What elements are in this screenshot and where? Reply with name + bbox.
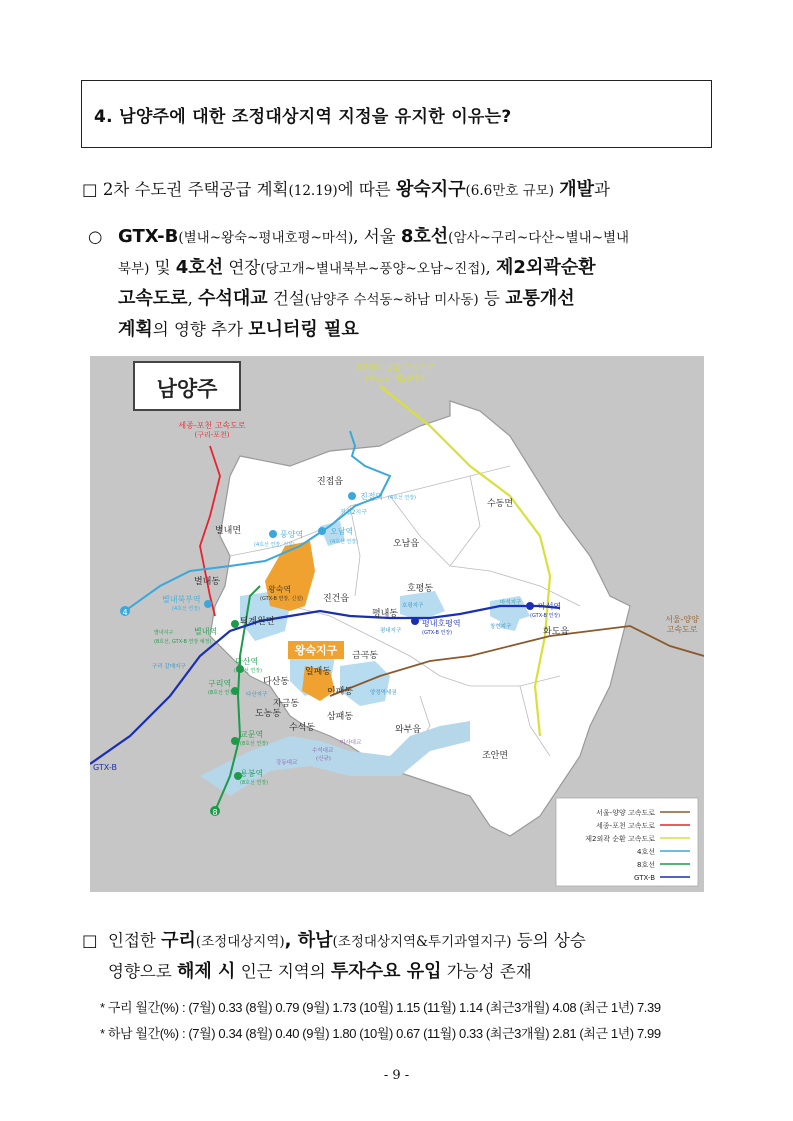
- wangsuk-label: 왕숙지구: [294, 644, 338, 657]
- paragraph-transport-plans: [88, 222, 728, 345]
- district-ipae: 이패동: [326, 687, 354, 697]
- station-label-pungyang: 풍양역: [280, 530, 304, 539]
- district-byeollaedong: 별내동: [193, 577, 221, 587]
- station-label-byeollae: 별내역: [194, 627, 218, 636]
- map-svg: [90, 356, 704, 892]
- district-jinjeop: 진접읍: [316, 477, 344, 487]
- district-joan: 조안면: [481, 751, 509, 761]
- text: (조정대상지역): [195, 934, 285, 950]
- station-label-guri: 구리역: [208, 679, 232, 688]
- legend-label: 서울-양양 고속도로: [596, 809, 655, 817]
- label-pyeongnae-dist: 평내지구: [380, 628, 402, 634]
- district-donong: 도농동: [254, 709, 282, 719]
- station-label-pyeongnaehopyeong: 평내호평역: [422, 619, 461, 628]
- text: 등: [478, 289, 506, 308]
- circle-bullet: ○: [88, 227, 103, 246]
- label-changhyeon: 창현지구: [490, 624, 512, 630]
- station-label-wangsuk: 왕숙역: [268, 585, 292, 594]
- station-label-wangsuk-sub: (GTX-B 연장, 신설): [260, 596, 303, 602]
- text-bold: 계획: [118, 319, 153, 340]
- station-label-onam-sub: (4호선 연장): [330, 539, 358, 545]
- station-dot-gyomun: [231, 737, 239, 745]
- map-legend: [556, 798, 698, 886]
- station-label-dasan: 다산역: [235, 657, 259, 666]
- district-geumgok: 금곡동: [351, 651, 379, 661]
- label-road2: 제2외곽 순환 고속도로: [355, 363, 435, 372]
- note-hanam: * 하남 월간(%) : (7월) 0.34 (8월) 0.40 (9월) 1.80 (10월) 0.67 (11월) 0.33 (최근3개월) 2.81 (최근 1년) 7.99: [100, 1026, 661, 1041]
- district-dasandong: 다산동: [262, 677, 290, 687]
- label-gtxb: GTX-B: [93, 763, 117, 772]
- checkbox-bullet-2: □: [82, 931, 98, 950]
- district-onam: 오남읍: [392, 539, 420, 549]
- district-label-jinjeop2: 진접2지구: [340, 509, 368, 516]
- label-gangdong-bridge: 강동대교: [276, 760, 298, 766]
- text: 과: [594, 180, 610, 199]
- station-label-pyeongnaehopyeong-sub: (GTX-B 연장): [422, 630, 453, 636]
- label-suseok-bridge-sub: (신규): [316, 756, 331, 762]
- label-seoulyy2: 고속도로: [666, 625, 698, 634]
- label-hopyeong-dist: 호평지구: [402, 603, 424, 609]
- text-bold: 해제 시: [177, 961, 236, 982]
- station-dot-byeollae: [231, 620, 239, 628]
- text: 에 따른: [337, 180, 396, 199]
- legend-label: 8호선: [637, 861, 655, 869]
- map-title: 남양주: [156, 377, 218, 401]
- text-bold: 4호선: [175, 257, 224, 278]
- label-yangjeong: 양정역세권: [370, 690, 397, 696]
- text-bold: GTX-B: [118, 226, 179, 247]
- label-sejong: 세종-포천 고속도로: [178, 421, 246, 430]
- station-dot-maseok: [526, 602, 534, 610]
- text: (12.19): [288, 183, 338, 199]
- station-dot-onam: [318, 527, 326, 535]
- label-guri-galmae: 구리 갈매지구: [152, 664, 186, 670]
- label-seoulyy: 서울-양양: [665, 615, 699, 624]
- paragraph-housing-plan: [82, 175, 610, 206]
- station-dot-bbukbu: [204, 600, 212, 608]
- label-suseok-bridge: 수석대교: [312, 748, 334, 754]
- text: (조정대상지역&투기과열지구): [332, 934, 512, 950]
- station-dot-jinjeop: [348, 492, 356, 500]
- text: 영향으로: [108, 962, 178, 981]
- text: 건설: [267, 289, 305, 308]
- district-sampae: 삼패동: [326, 712, 354, 722]
- station-label-gyomun-sub: (8호선 연장): [240, 741, 268, 747]
- text: (별내~왕숙~평내호평~마석): [178, 230, 354, 246]
- district-sudong: 수동면: [486, 499, 514, 509]
- label-maseok-dist: 마석지구: [500, 600, 522, 606]
- district-ilpae: 일패동: [304, 667, 332, 677]
- text-bold: 수석대교: [198, 288, 268, 309]
- station-label-maseok: 마석역: [538, 602, 562, 611]
- text: 및: [149, 258, 176, 277]
- text: (남양주 수석동~하남 미사동): [304, 292, 479, 308]
- station-label-gyomun: 교문역: [240, 730, 264, 739]
- text-bold: ,: [284, 930, 298, 951]
- station-label-dasan-sub: (8호선 연장): [234, 668, 262, 674]
- district-jingeon: 진건읍: [322, 594, 350, 604]
- district-label-byeollae: 별내지구: [154, 630, 174, 636]
- district-hwado: 화도읍: [542, 627, 570, 637]
- station-label-bbukbu: 별내북부역: [162, 595, 201, 604]
- line8-marker-text: 8: [212, 808, 218, 817]
- text-bold: 교통개선: [505, 288, 575, 309]
- station-label-maseok-sub: (GTX-B 연장): [530, 613, 561, 619]
- station-label-jinjeop-sub: (4호선 연장): [388, 495, 416, 501]
- text: 의 영향 추가: [152, 320, 249, 339]
- text: ,: [485, 258, 497, 277]
- station-dot-pungyang: [269, 530, 277, 538]
- district-jageum: 자금동: [272, 699, 300, 709]
- station-label-byeollae-sub: (8호선, GTX-B 연장 예정): [154, 639, 212, 645]
- text: 2차 수도권 주택공급 계획: [102, 180, 289, 199]
- section-title-box: [81, 80, 712, 148]
- text-bold: 왕숙지구: [395, 179, 466, 200]
- text-bold: 고속도로: [118, 288, 188, 309]
- text-bold: 8호선: [400, 226, 449, 247]
- text: 등의 상승: [511, 931, 586, 950]
- station-label-guri-sub: (8호선 연장): [208, 690, 236, 696]
- line4-marker-text: 4: [122, 608, 128, 617]
- station-label-jinjeop: 진접역: [360, 492, 384, 501]
- station-label-bbukbu-sub: (4호선 연장): [172, 606, 200, 612]
- legend-label: 세종-포천 고속도로: [596, 822, 655, 830]
- district-suseok: 수석동: [288, 723, 316, 733]
- text: 북부): [118, 261, 150, 277]
- label-misa-bridge: 미사대교: [340, 740, 362, 746]
- paragraph-neighbor-effect: [82, 926, 732, 987]
- text: , 서울: [353, 227, 401, 246]
- namyangju-map: [90, 356, 704, 892]
- text: 가능성 존재: [441, 962, 532, 981]
- legend-label: GTX-B: [634, 874, 655, 882]
- station-label-onam: 오남역: [330, 527, 354, 536]
- section-title: 4. 남양주에 대한 조정대상지역 지정을 유지한 이유는?: [94, 107, 512, 127]
- text: 인접한: [108, 931, 162, 950]
- text-bold: 모니터링 필요: [248, 319, 359, 340]
- label-road2sub: (수도권 제2순환): [364, 374, 426, 383]
- checkbox-bullet: □: [82, 180, 98, 199]
- legend-label: 4호선: [637, 848, 655, 856]
- text-bold: 투자수요 유입: [330, 961, 442, 982]
- text: ,: [187, 289, 199, 308]
- text-bold: 하남: [297, 930, 333, 951]
- text: (당고개~별내북부~풍양~오남~진접): [260, 261, 486, 277]
- text-bold: 개발: [559, 179, 595, 200]
- district-byeollaemyeon: 별내면: [214, 526, 242, 536]
- legend-label: 제2외곽 순환 고속도로: [585, 835, 655, 843]
- note-guri: * 구리 월간(%) : (7월) 0.33 (8월) 0.79 (9월) 1.73 (10월) 1.15 (11월) 1.14 (최근3개월) 4.08 (최근 1년) 7.39: [100, 1000, 661, 1015]
- text: 인근 지역의: [235, 962, 331, 981]
- station-dot-pyeongnaehopyeong: [411, 617, 419, 625]
- district-hopyeong: 호평동: [406, 584, 434, 594]
- station-label-yongbong: 용봉역: [240, 769, 264, 778]
- district-toegyewon: 퇴계원면: [239, 617, 275, 627]
- station-label-pungyang-sub: (4호선 연장, 신설): [254, 542, 295, 548]
- page-number: - 9 -: [383, 1068, 410, 1083]
- text: 연장: [223, 258, 261, 277]
- district-pyeongnae: 평내동: [371, 609, 399, 619]
- text-bold: 제2외곽순환: [496, 257, 596, 278]
- text: (암사~구리~다산~별내~별내: [448, 230, 630, 246]
- text-bold: 구리: [161, 930, 196, 951]
- label-sejongsub: (구리-포천): [194, 431, 230, 439]
- district-wabu: 와부읍: [394, 725, 422, 735]
- label-dasan-dist: 다산지구: [246, 692, 268, 698]
- station-label-yongbong-sub: (8호선 연장): [240, 780, 268, 786]
- text: (6.6만호 규모): [465, 183, 554, 199]
